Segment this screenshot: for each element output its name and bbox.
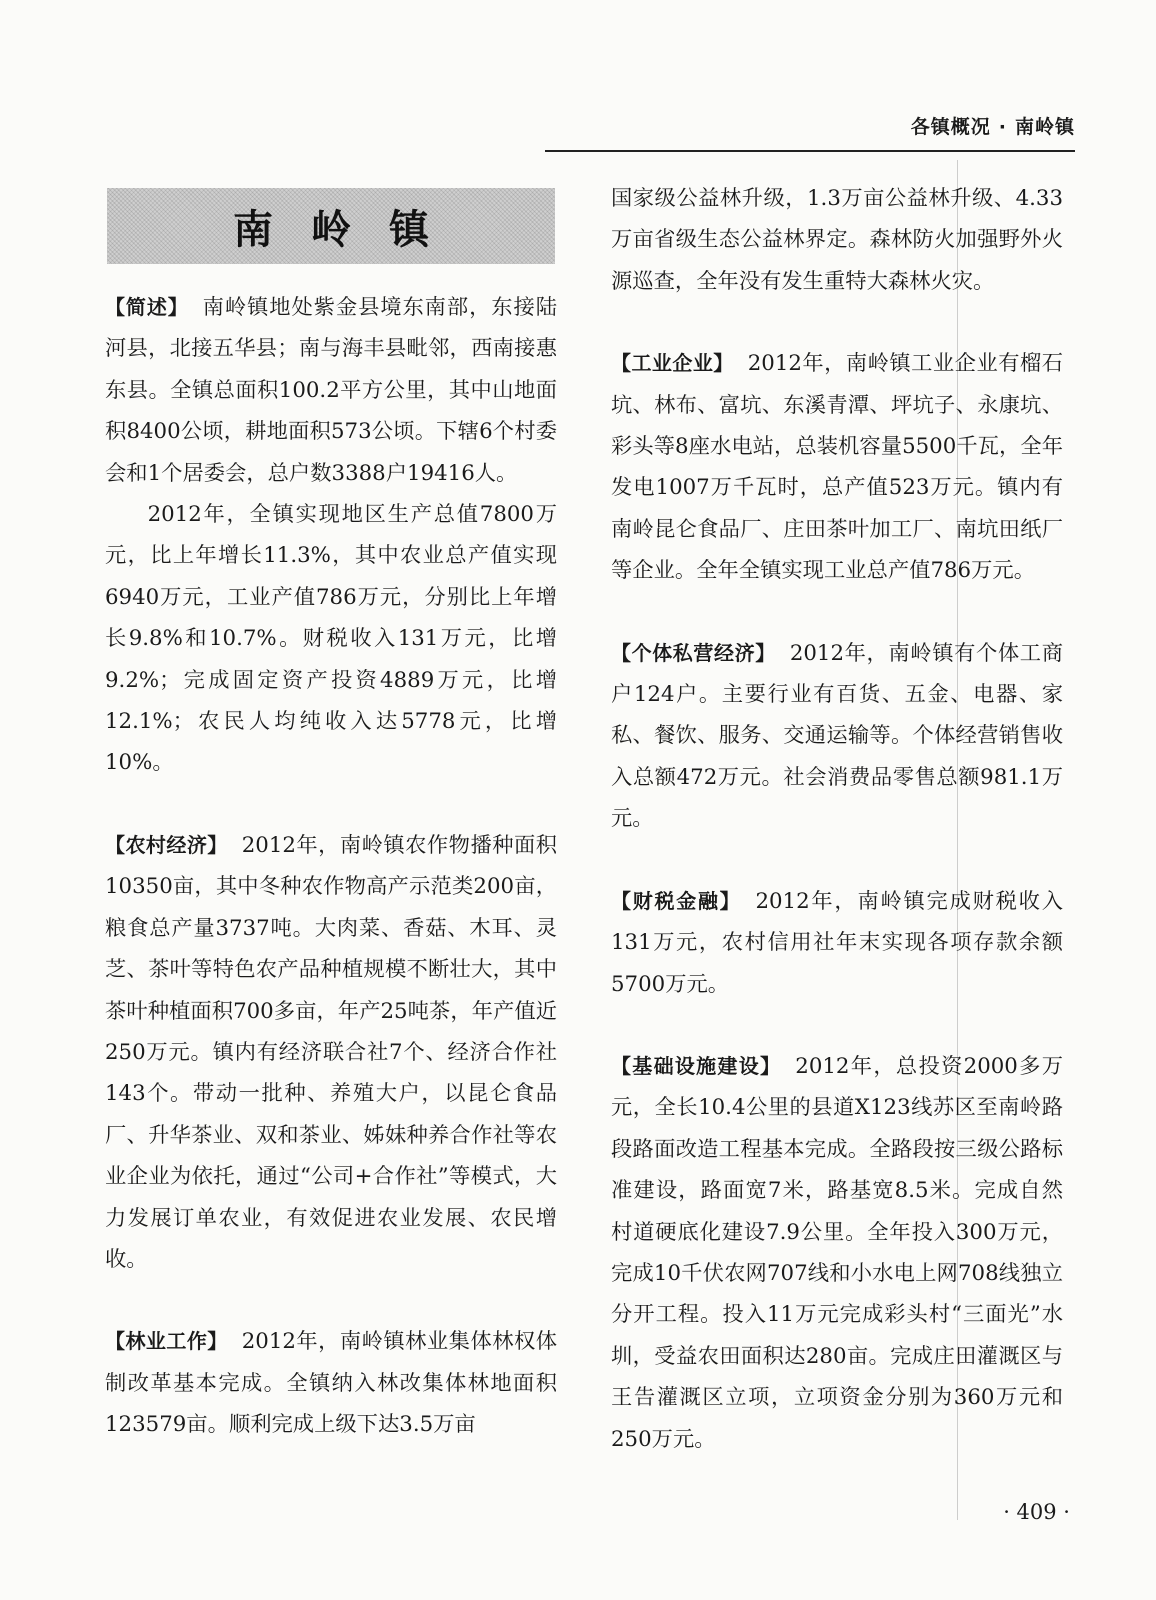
title-box	[107, 188, 555, 264]
private-economy-heading: 【个体私营经济】	[611, 640, 776, 665]
section-gap	[611, 302, 1063, 343]
private-economy-paragraph	[611, 633, 1063, 840]
left-column	[105, 287, 557, 1446]
overview-heading: 【简述】	[105, 295, 189, 319]
private-economy-text: 2012年，南岭镇有个体工商户124户。主要行业有百货、五金、电器、家私、餐饮、服务、交通运输等。个体经营销售收入总额472万元。社会消费品零售总额981.1万元。	[611, 640, 1063, 832]
finance-heading: 【财税金融】	[611, 888, 742, 913]
running-header	[545, 112, 1075, 152]
header-town: 南岭镇	[1014, 116, 1075, 138]
page-title: 南岭镇	[233, 206, 467, 253]
rural-economy-paragraph	[105, 825, 557, 1280]
section-gap	[105, 1280, 557, 1321]
section-gap	[611, 1005, 1063, 1046]
header-separator: ·	[998, 116, 1007, 138]
finance-paragraph	[611, 881, 1063, 1005]
overview-paragraph	[105, 287, 557, 494]
forestry-text-left: 2012年，南岭镇林业集体林权体制改革基本完成。全镇纳入林改集体林地面积123579亩。顺利完成上级下达3.5万亩	[105, 1329, 558, 1438]
header-section: 各镇概况	[910, 116, 991, 138]
forestry-paragraph	[105, 1321, 557, 1445]
industry-paragraph	[611, 343, 1063, 591]
infrastructure-heading: 【基础设施建设】	[611, 1053, 782, 1078]
forestry-continued: 国家级公益林升级，1.3万亩公益林升级、4.33万亩省级生态公益林界定。森林防火加强野外火源巡查，全年没有发生重特大森林火灾。	[611, 186, 1063, 294]
section-gap	[611, 840, 1063, 881]
forestry-heading: 【林业工作】	[105, 1329, 228, 1354]
overview-paragraph-2: 2012年，全镇实现地区生产总值7800万元，比上年增长11.3%，其中农业总产值实现6940万元，工业产值786万元，分别比上年增长9.8%和10.7%。财税收入131万元，比增9.2%；完成固定资产投资4889万元，比增12.1%；农民人均纯收入达5778元，比增10%。	[105, 502, 557, 776]
right-column	[611, 178, 1063, 1460]
overview-text: 南岭镇地处紫金县境东南部，东接陆河县，北接五华县；南与海丰县毗邻，西南接惠东县。全镇总面积100.2平方公里，其中山地面积8400公顷，耕地面积573公顷。下辖6个村委会和1个居委会，总户数3388户19416人。	[105, 295, 557, 486]
rural-economy-heading: 【农村经济】	[105, 832, 228, 857]
page-number: · 409 ·	[1003, 1500, 1070, 1524]
section-gap	[105, 784, 557, 825]
industry-text: 2012年，南岭镇工业企业有榴石坑、林布、富坑、东溪青潭、坪坑子、永康坑、彩头等8座水电站，总装机容量5500千瓦，全年发电1007万千瓦时，总产值523万元。镇内有南岭昆仑食品厂、庄田茶叶加工厂、南坑田纸厂等企业。全年全镇实现工业总产值786万元。	[611, 351, 1064, 584]
finance-text: 2012年，南岭镇完成财税收入131万元，农村信用社年末实现各项存款余额5700万元。	[611, 888, 1064, 997]
industry-heading: 【工业企业】	[611, 351, 734, 376]
infrastructure-text: 2012年，总投资2000多万元，全长10.4公里的县道X123线苏区至南岭路段路面改造工程基本完成。全路段按三级公路标准建设，路面宽7米，路基宽8.5米。完成自然村道硬底化建设7.9公里。全年投入300万元，完成10千伏农网707线和小水电上网708线独立分开工程。投入11万元完成彩头村“三面光”水圳，受益农田面积达280亩。完成庄田灌溉区与王告灌溉区立项，立项资金分别为360万元和250万元。	[611, 1053, 1064, 1452]
section-gap	[611, 592, 1063, 633]
rural-economy-text: 2012年，南岭镇农作物播种面积10350亩，其中冬种农作物高产示范类200亩，粮食总产量3737吨。大肉菜、香菇、木耳、灵芝、茶叶等特色农产品种植规模不断壮大，其中茶叶种植面积700多亩，年产25吨茶，年产值近250万元。镇内有经济联合社7个、经济合作社143个。带动一批种、养殖大户，以昆仑食品厂、升华茶业、双和茶业、姊妹种养合作社等农业企业为依托，通过“公司+合作社”等模式，大力发展订单农业，有效促进农业发展、农民增收。	[105, 832, 558, 1272]
infrastructure-paragraph	[611, 1046, 1063, 1460]
